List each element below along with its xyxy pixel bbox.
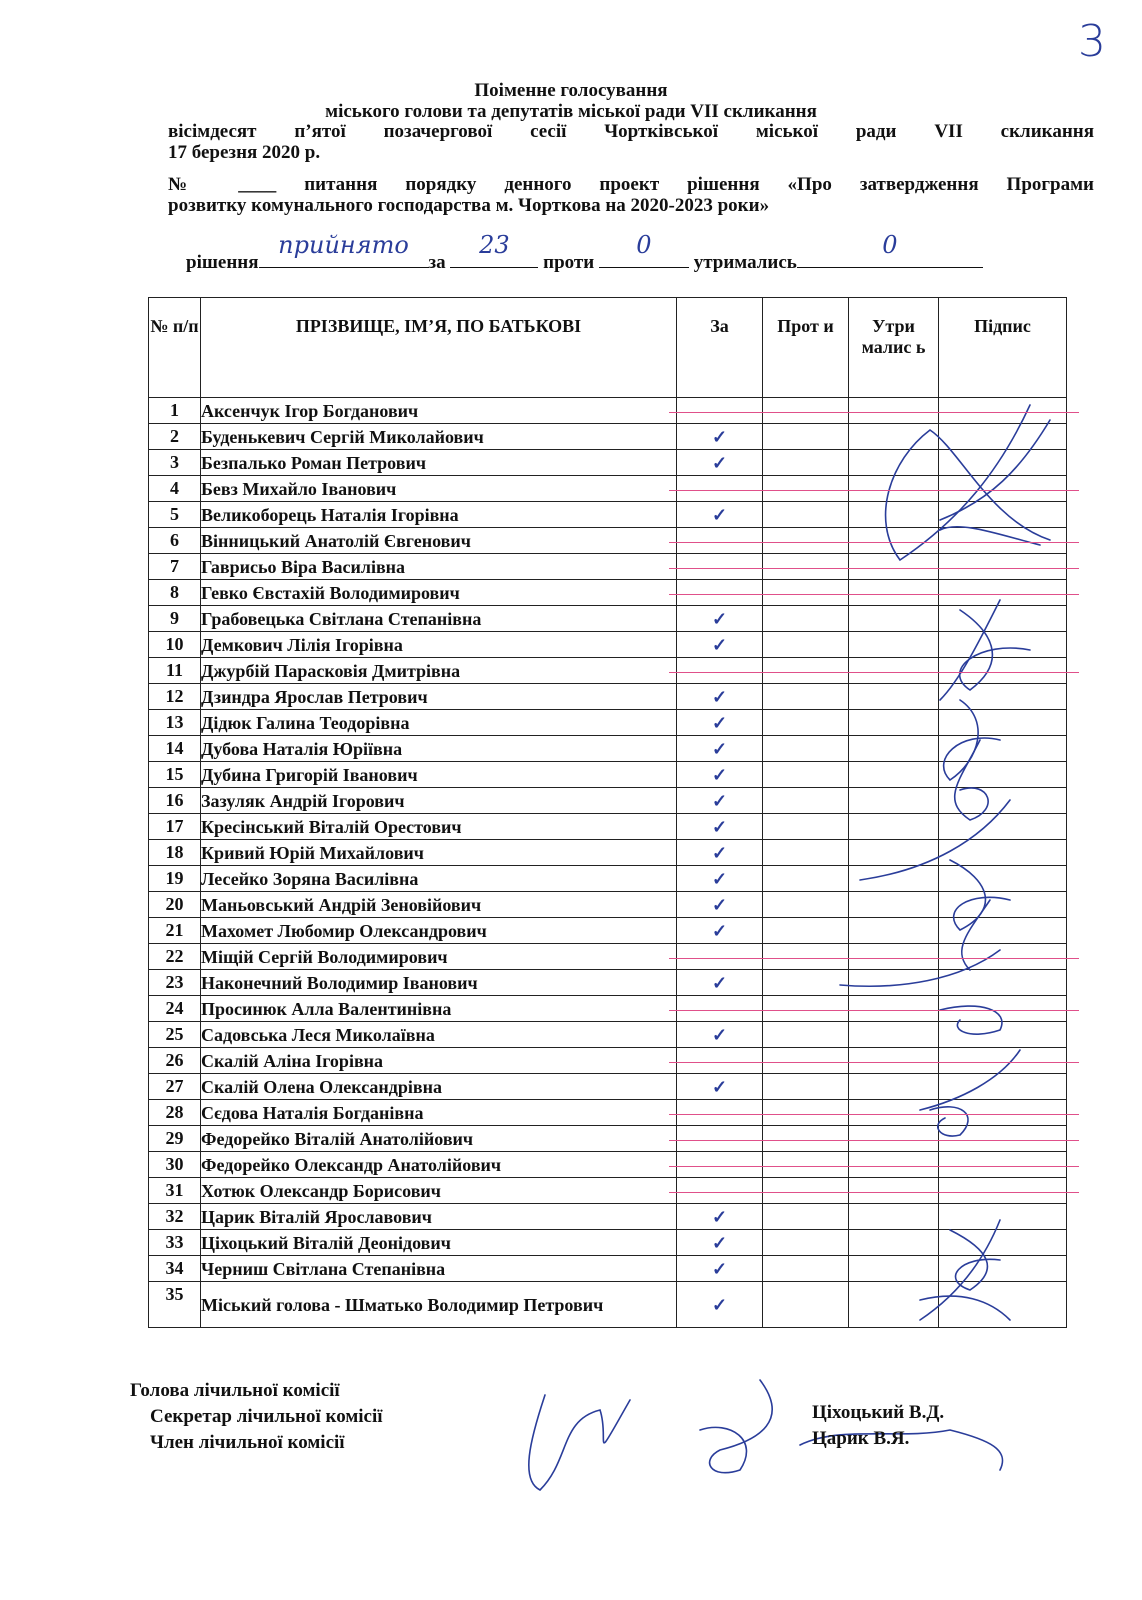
session-date: 17 березня 2020 р. <box>168 142 321 163</box>
check-icon: ✓ <box>711 1076 728 1097</box>
header-name: ПРІЗВИЩЕ, ІМ’Я, ПО БАТЬКОВІ <box>201 298 677 398</box>
row-number: 34 <box>149 1256 201 1282</box>
row-name: Черниш Світлана Степанівна <box>201 1256 677 1282</box>
row-number: 16 <box>149 788 201 814</box>
row-name: Кривий Юрій Михайлович <box>201 840 677 866</box>
row-name: Сєдова Наталія Богданівна <box>201 1100 677 1126</box>
document-title: Поіменне голосування <box>474 80 668 101</box>
signature-mark <box>920 1296 1010 1320</box>
absence-strike-line <box>669 568 1080 569</box>
row-number: 25 <box>149 1022 201 1048</box>
row-number: 11 <box>149 658 201 684</box>
check-icon: ✓ <box>711 868 728 889</box>
agenda-line: № ____ питання порядку денного проект рішення «Про затвердження Програми <box>168 174 1094 195</box>
header-abstain: Утри малис ь <box>849 298 939 398</box>
row-number: 1 <box>149 398 201 424</box>
secretary-signature <box>700 1380 772 1473</box>
check-icon: ✓ <box>711 1232 728 1253</box>
abstain-label: утримались <box>693 252 797 273</box>
for-value: 23 <box>479 231 510 259</box>
signature-mark <box>950 1230 1000 1290</box>
row-number: 28 <box>149 1100 201 1126</box>
row-number: 19 <box>149 866 201 892</box>
row-name: Ціхоцький Віталій Деонідович <box>201 1230 677 1256</box>
absence-strike-line <box>669 542 1080 543</box>
row-number: 5 <box>149 502 201 528</box>
row-name: Демкович Лілія Ігорівна <box>201 632 677 658</box>
check-icon: ✓ <box>711 920 728 941</box>
row-number: 17 <box>149 814 201 840</box>
row-name: Царик Віталій Ярославович <box>201 1204 677 1230</box>
signature-mark <box>960 610 1030 690</box>
row-name: Безпалько Роман Петрович <box>201 450 677 476</box>
row-name: Гаврисьо Віра Василівна <box>201 554 677 580</box>
session-line: вісімдесят п’ятої позачергової сесії Чортківської міської ради VII скликання <box>168 121 1094 142</box>
row-name: Буденькевич Сергій Миколайович <box>201 424 677 450</box>
row-name: Великоборець Наталія Ігорівна <box>201 502 677 528</box>
row-name: Джурбій Парасковія Дмитрівна <box>201 658 677 684</box>
header-number: № п/п <box>149 298 201 398</box>
check-icon: ✓ <box>711 1206 728 1227</box>
check-icon: ✓ <box>711 816 728 837</box>
chair-signature <box>529 1395 630 1490</box>
row-number: 6 <box>149 528 201 554</box>
row-number: 7 <box>149 554 201 580</box>
row-number: 12 <box>149 684 201 710</box>
signature-mark <box>840 950 1000 986</box>
row-name: Дзиндра Ярослав Петрович <box>201 684 677 710</box>
row-name: Наконечний Володимир Іванович <box>201 970 677 996</box>
check-icon: ✓ <box>711 1258 728 1279</box>
row-number: 22 <box>149 944 201 970</box>
header-for: За <box>677 298 763 398</box>
against-label: проти <box>543 252 595 273</box>
row-name: Дідюк Галина Теодорівна <box>201 710 677 736</box>
row-number: 9 <box>149 606 201 632</box>
row-number: 35 <box>149 1282 201 1328</box>
row-number: 13 <box>149 710 201 736</box>
row-name: Садовська Леся Миколаївна <box>201 1022 677 1048</box>
check-icon: ✓ <box>711 842 728 863</box>
signature-mark <box>955 740 988 820</box>
absence-strike-line <box>669 958 1080 959</box>
against-value: 0 <box>636 231 652 259</box>
check-icon: ✓ <box>711 1294 728 1315</box>
row-number: 4 <box>149 476 201 502</box>
row-number: 8 <box>149 580 201 606</box>
row-number: 27 <box>149 1074 201 1100</box>
row-name: Федорейко Олександр Анатолійович <box>201 1152 677 1178</box>
absence-strike-line <box>669 672 1080 673</box>
check-icon: ✓ <box>711 452 728 473</box>
check-icon: ✓ <box>711 426 728 447</box>
check-icon: ✓ <box>711 972 728 993</box>
secretary-name: Царик В.Я. <box>812 1428 910 1449</box>
row-number: 23 <box>149 970 201 996</box>
signature-mark <box>860 800 1010 880</box>
check-icon: ✓ <box>711 634 728 655</box>
check-icon: ✓ <box>711 738 728 759</box>
secretary-label: Секретар лічильної комісії <box>150 1406 383 1427</box>
row-name: Дубина Григорій Іванович <box>201 762 677 788</box>
check-icon: ✓ <box>711 504 728 525</box>
row-name: Маньовський Андрій Зеновійович <box>201 892 677 918</box>
row-name: Скалій Олена Олександрівна <box>201 1074 677 1100</box>
row-name: Бевз Михайло Іванович <box>201 476 677 502</box>
row-name: Кресінський Віталій Орестович <box>201 814 677 840</box>
absence-strike-line <box>669 1192 1080 1193</box>
decision-value: прийнято <box>278 231 409 259</box>
for-label: за <box>428 252 446 273</box>
row-number: 32 <box>149 1204 201 1230</box>
signature-mark <box>940 420 1050 520</box>
absence-strike-line <box>669 1114 1080 1115</box>
check-icon: ✓ <box>711 608 728 629</box>
row-name: Скалій Аліна Ігорівна <box>201 1048 677 1074</box>
signature-mark <box>920 1050 1020 1110</box>
row-name: Дубова Наталія Юріївна <box>201 736 677 762</box>
absence-strike-line <box>669 1166 1080 1167</box>
signature-mark <box>930 1107 968 1136</box>
row-number: 26 <box>149 1048 201 1074</box>
row-name: Аксенчук Ігор Богданович <box>201 398 677 424</box>
signature-mark <box>886 405 1050 560</box>
abstain-value: 0 <box>882 231 898 259</box>
page-number: 3 <box>1078 16 1106 67</box>
check-icon: ✓ <box>711 764 728 785</box>
signature-mark <box>950 860 1010 930</box>
row-number: 30 <box>149 1152 201 1178</box>
row-name: Махомет Любомир Олександрович <box>201 918 677 944</box>
row-number: 18 <box>149 840 201 866</box>
row-number: 24 <box>149 996 201 1022</box>
document-subtitle: міського голови та депутатів міської ради VII скликання <box>325 101 817 122</box>
row-name: Гевко Євстахій Володимирович <box>201 580 677 606</box>
check-icon: ✓ <box>711 1024 728 1045</box>
row-name: Міський голова - Шматько Володимир Петрович <box>201 1282 677 1328</box>
signature-mark <box>944 700 1000 780</box>
row-number: 31 <box>149 1178 201 1204</box>
absence-strike-line <box>669 1140 1080 1141</box>
absence-strike-line <box>669 412 1080 413</box>
row-number: 29 <box>149 1126 201 1152</box>
row-number: 20 <box>149 892 201 918</box>
row-number: 33 <box>149 1230 201 1256</box>
row-name: Грабовецька Світлана Степанівна <box>201 606 677 632</box>
check-icon: ✓ <box>711 790 728 811</box>
row-number: 14 <box>149 736 201 762</box>
chair-label: Голова лічильної комісії <box>130 1380 340 1401</box>
absence-strike-line <box>669 490 1080 491</box>
row-number: 10 <box>149 632 201 658</box>
row-name: Лесейко Зоряна Василівна <box>201 866 677 892</box>
header-against: Прот и <box>763 298 849 398</box>
row-name: Хотюк Олександр Борисович <box>201 1178 677 1204</box>
decision-label: рішення <box>186 252 259 273</box>
row-number: 15 <box>149 762 201 788</box>
row-name: Просинюк Алла Валентинівна <box>201 996 677 1022</box>
absence-strike-line <box>669 1010 1080 1011</box>
header-signature: Підпис <box>939 298 1067 398</box>
member-label: Член лічильної комісії <box>150 1432 345 1453</box>
absence-strike-line <box>669 594 1080 595</box>
check-icon: ✓ <box>711 686 728 707</box>
absence-strike-line <box>669 1062 1080 1063</box>
check-icon: ✓ <box>711 894 728 915</box>
check-icon: ✓ <box>711 712 728 733</box>
row-name: Зазуляк Андрій Ігорович <box>201 788 677 814</box>
chair-name: Ціхоцький В.Д. <box>812 1402 945 1423</box>
row-number: 2 <box>149 424 201 450</box>
row-name: Вінницький Анатолій Євгенович <box>201 528 677 554</box>
row-number: 21 <box>149 918 201 944</box>
row-number: 3 <box>149 450 201 476</box>
row-name: Федорейко Віталій Анатолійович <box>201 1126 677 1152</box>
row-name: Міщій Сергій Володимирович <box>201 944 677 970</box>
agenda-line-2: розвитку комунального господарства м. Чорткова на 2020-2023 роки» <box>168 195 770 216</box>
